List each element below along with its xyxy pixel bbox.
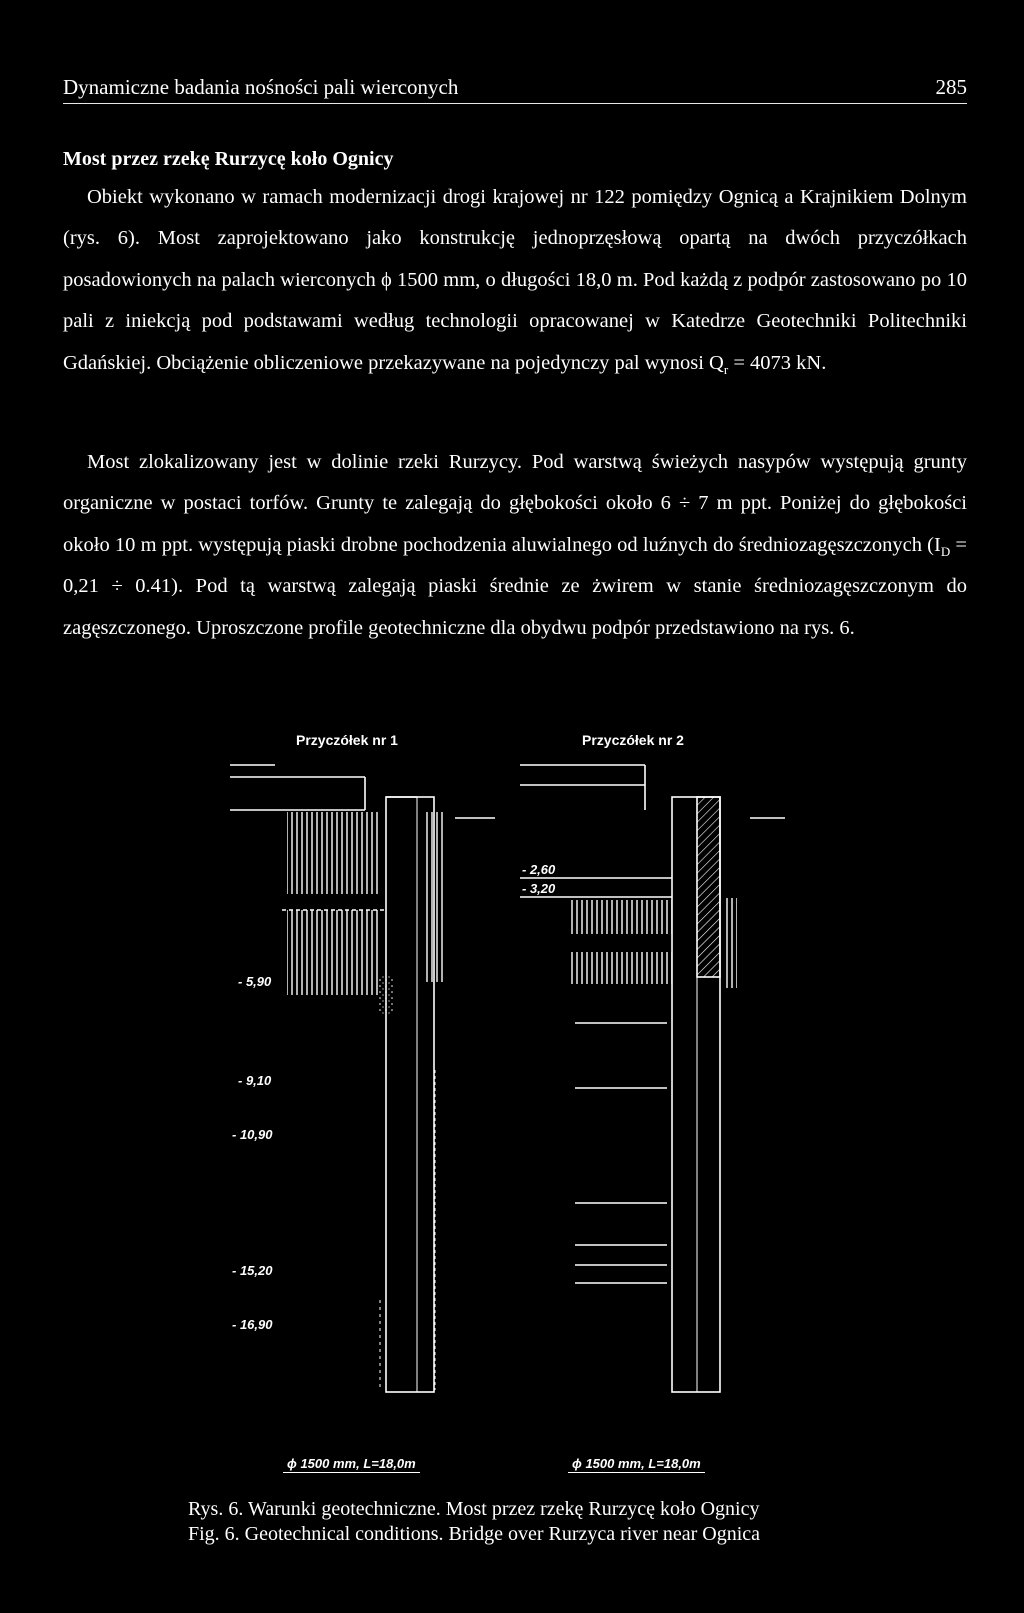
depth-label-left: - 10,90 bbox=[232, 1127, 273, 1142]
paragraph-2-end: = 0,21 ÷ 0.41). Pod tą warstwą zalegają piaski średnie ze żwirem w stanie średniozagęszczonym do zagęszczonego. Uproszczone profile geotechniczne dla obydwu podpór przedstawiono na rys. 6. bbox=[63, 533, 967, 639]
running-header bbox=[63, 75, 967, 104]
peat-layer-hatch bbox=[287, 910, 379, 995]
paragraph-1-text: Obiekt wykonano w ramach modernizacji drogi krajowej nr 122 pomiędzy Ognicą a Krajnikiem Dolnym (rys. 6). Most zaprojektowano jako konstrukcję jednoprzęsłową opartą na dwóch przyczółkach posadowionych na palach wierconych ϕ 1500 mm, o długości 18,0 m. Pod każdą z podpór zastosowano po 10 pali z iniekcją pod podstawami według technologii opracowanej w Katedrze Geotechniki Politechniki Gdańskiej. Obciążenie obliczeniowe przekazywane na pojedynczy pal wynosi Q bbox=[63, 186, 967, 374]
paragraph-2 bbox=[63, 442, 967, 649]
paragraph-1 bbox=[63, 177, 967, 384]
figure-caption-en: Fig. 6. Geotechnical conditions. Bridge over Rurzyca river near Ognica bbox=[188, 1523, 761, 1545]
pile-2-hatched-section bbox=[697, 797, 720, 977]
page-number: 285 bbox=[935, 75, 967, 99]
peat-layer-hatch bbox=[287, 812, 379, 894]
abutment-1-label: Przyczółek nr 1 bbox=[296, 732, 398, 748]
depth-label-left: - 15,20 bbox=[232, 1263, 273, 1278]
depth-label-right: - 2,60 bbox=[522, 862, 556, 877]
depth-label-right: - 3,20 bbox=[522, 881, 556, 896]
pile-1-note: ϕ 1500 mm, L=18,0m bbox=[283, 1456, 420, 1473]
pile-2-note: ϕ 1500 mm, L=18,0m bbox=[568, 1456, 705, 1473]
paragraph-1-subscript: r bbox=[723, 361, 729, 377]
running-title: Dynamiczne badania nośności pali wierconych bbox=[63, 75, 459, 99]
paragraph-2-subscript: D bbox=[940, 543, 951, 559]
depth-label-left: - 5,90 bbox=[238, 974, 272, 989]
section-title: Most przez rzekę Rurzycę koło Ognicy bbox=[63, 148, 394, 170]
abutment-2-label: Przyczółek nr 2 bbox=[582, 732, 684, 748]
depth-label-left: - 16,90 bbox=[232, 1317, 273, 1332]
paragraph-2-text: Most zlokalizowany jest w dolinie rzeki Rurzycy. Pod warstwą świeżych nasypów występują grunty organiczne w postaci torfów. Grunty te zalegają do głębokości około 6 ÷ 7 m ppt. Poniżej do głębokości około 10 m ppt. występują piaski drobne pochodzenia aluwialnego od luźnych do średniozagęszczonych (I bbox=[63, 451, 967, 556]
paragraph-1-end: = 4073 kN. bbox=[728, 351, 827, 374]
peat-layer-hatch bbox=[570, 900, 672, 934]
peat-layer-hatch bbox=[725, 898, 737, 988]
peat-layer-hatch bbox=[570, 952, 672, 984]
geotechnical-figure bbox=[0, 720, 1024, 1500]
depth-label-left: - 9,10 bbox=[238, 1073, 272, 1088]
geotechnical-profile-drawing bbox=[0, 720, 1024, 1500]
figure-caption-pl: Rys. 6. Warunki geotechniczne. Most przez rzekę Rurzycę koło Ognicy bbox=[188, 1498, 760, 1520]
